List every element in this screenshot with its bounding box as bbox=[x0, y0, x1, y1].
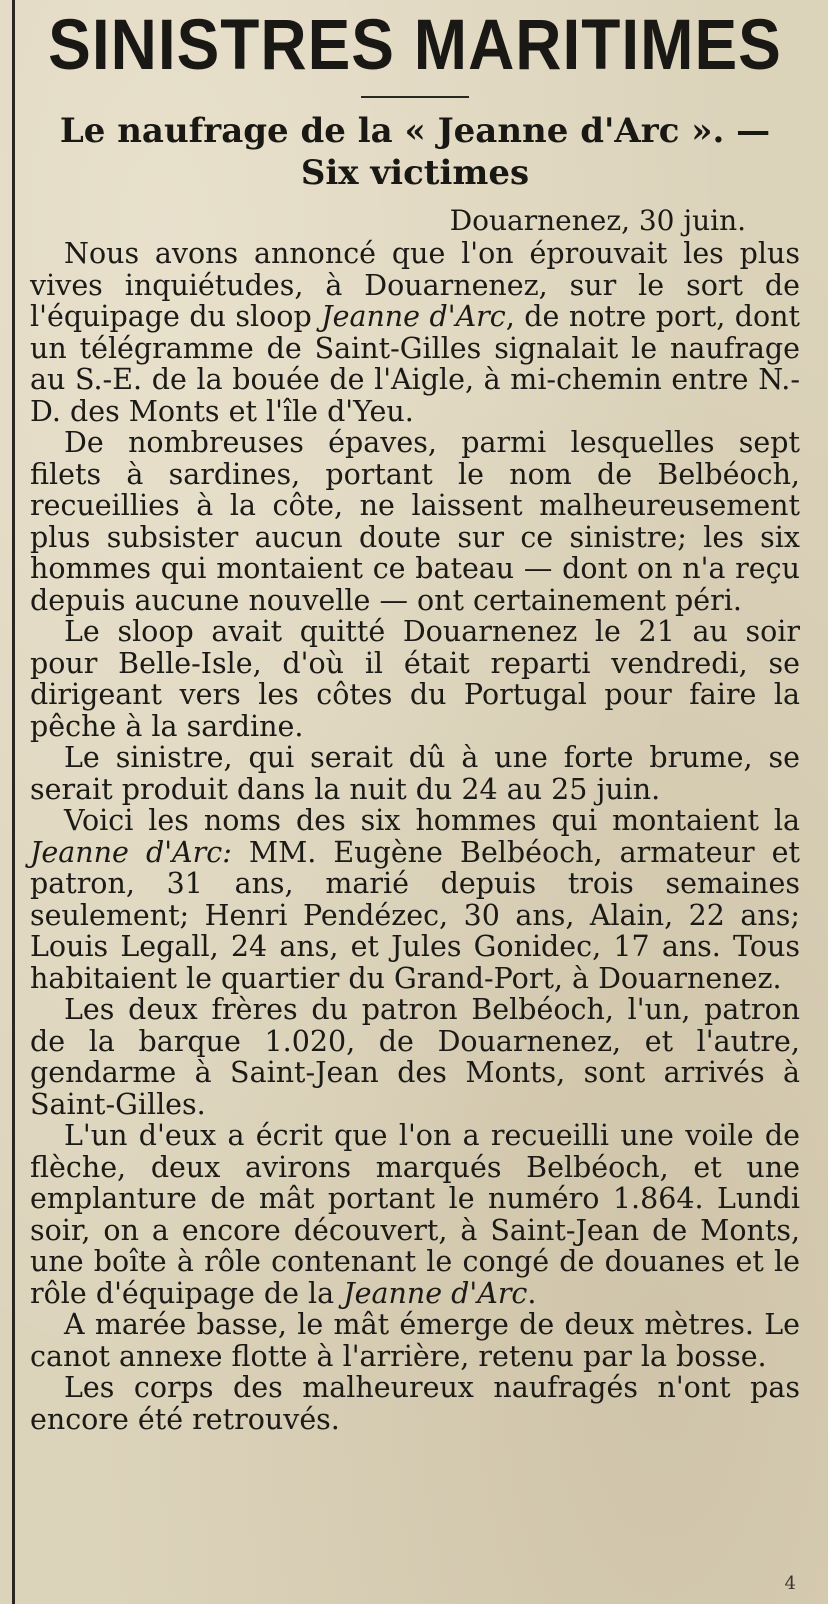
article-column bbox=[30, 0, 800, 1435]
text-run: Nous avons annoncé que l'on éprouvait les plus vives inquiétudes, à Douarnenez, sur le sort de l'équipage du sloop bbox=[30, 237, 800, 333]
article-paragraph bbox=[30, 1372, 800, 1435]
text-run: Les deux frères du patron Belbéoch, l'un, patron de la barque 1.020, de Douarnenez, et l'autre, gendarme à Saint-Jean des Monts, sont arrivés à Saint-Gilles. bbox=[30, 993, 800, 1121]
page-mark: 4 bbox=[784, 1573, 796, 1594]
article-paragraph bbox=[30, 1309, 800, 1372]
dateline: Douarnenez, 30 juin. bbox=[449, 204, 746, 237]
headline-divider bbox=[361, 96, 469, 98]
text-run: L'un d'eux a écrit que l'on a recueilli une voile de flèche, deux avirons marqués Belbéoch, et une emplanture de mât portant le numéro 1.864. Lundi soir, on a encore découvert, à Saint-Jean de Monts, une boîte à rôle contenant le congé de douanes et le rôle d'équipage de la bbox=[30, 1119, 800, 1310]
text-run: De nombreuses épaves, parmi lesquelles sept filets à sardines, portant le nom de Belbéoch, recueillies à la côte, ne laissent malheureusement plus subsister aucun doute sur ce sinistre; les six hommes qui montaient ce bateau — dont on n'a reçu depuis aucune nouvelle — ont certainement péri. bbox=[30, 426, 800, 617]
article-paragraph bbox=[30, 427, 800, 616]
italic-run: Jeanne d'Arc: bbox=[30, 835, 232, 869]
subheadline: Le naufrage de la « Jeanne d'Arc ». — Six victimes bbox=[59, 111, 771, 193]
headline: SINISTRES MARITIMES bbox=[48, 4, 782, 85]
text-run: . bbox=[527, 1276, 537, 1310]
column-rule bbox=[12, 0, 15, 1604]
text-run: A marée basse, le mât émerge de deux mètres. Le canot annexe flotte à l'arrière, retenu par la bosse. bbox=[30, 1308, 800, 1373]
article-paragraph bbox=[30, 616, 800, 742]
article-paragraph bbox=[30, 1120, 800, 1309]
text-run: , de notre port, dont un télégramme de Saint-Gilles signalait le naufrage au S.-E. de la bouée de l'Aigle, à mi-chemin entre N.-D. des Monts et l'île d'Yeu. bbox=[30, 300, 800, 428]
text-run: Voici les noms des six hommes qui montaient la bbox=[64, 804, 800, 837]
article-body bbox=[30, 238, 800, 1435]
article-paragraph bbox=[30, 994, 800, 1120]
italic-run: Jeanne d'Arc bbox=[343, 1276, 528, 1310]
italic-run: Jeanne d'Arc bbox=[321, 300, 506, 333]
article-paragraph bbox=[30, 238, 800, 427]
article-paragraph bbox=[30, 805, 800, 994]
text-run: Les corps des malheureux naufragés n'ont pas encore été retrouvés. bbox=[30, 1371, 800, 1436]
text-run: Le sloop avait quitté Douarnenez le 21 au soir pour Belle-Isle, d'où il était reparti vendredi, se dirigeant vers les côtes du Portugal pour faire la pêche à la sardine. bbox=[30, 615, 800, 743]
article-paragraph bbox=[30, 742, 800, 805]
text-run: MM. Eugène Belbéoch, armateur et patron, 31 ans, marié depuis trois semaines seulement; Henri Pendézec, 30 ans, Alain, 22 ans; Louis Legall, 24 ans, et Jules Gonidec, 17 ans. Tous habitaient le quartier du Grand-Port, à Douarnenez. bbox=[30, 835, 800, 995]
text-run: Le sinistre, qui serait dû à une forte brume, se serait produit dans la nuit du 24 au 25 juin. bbox=[30, 741, 800, 806]
